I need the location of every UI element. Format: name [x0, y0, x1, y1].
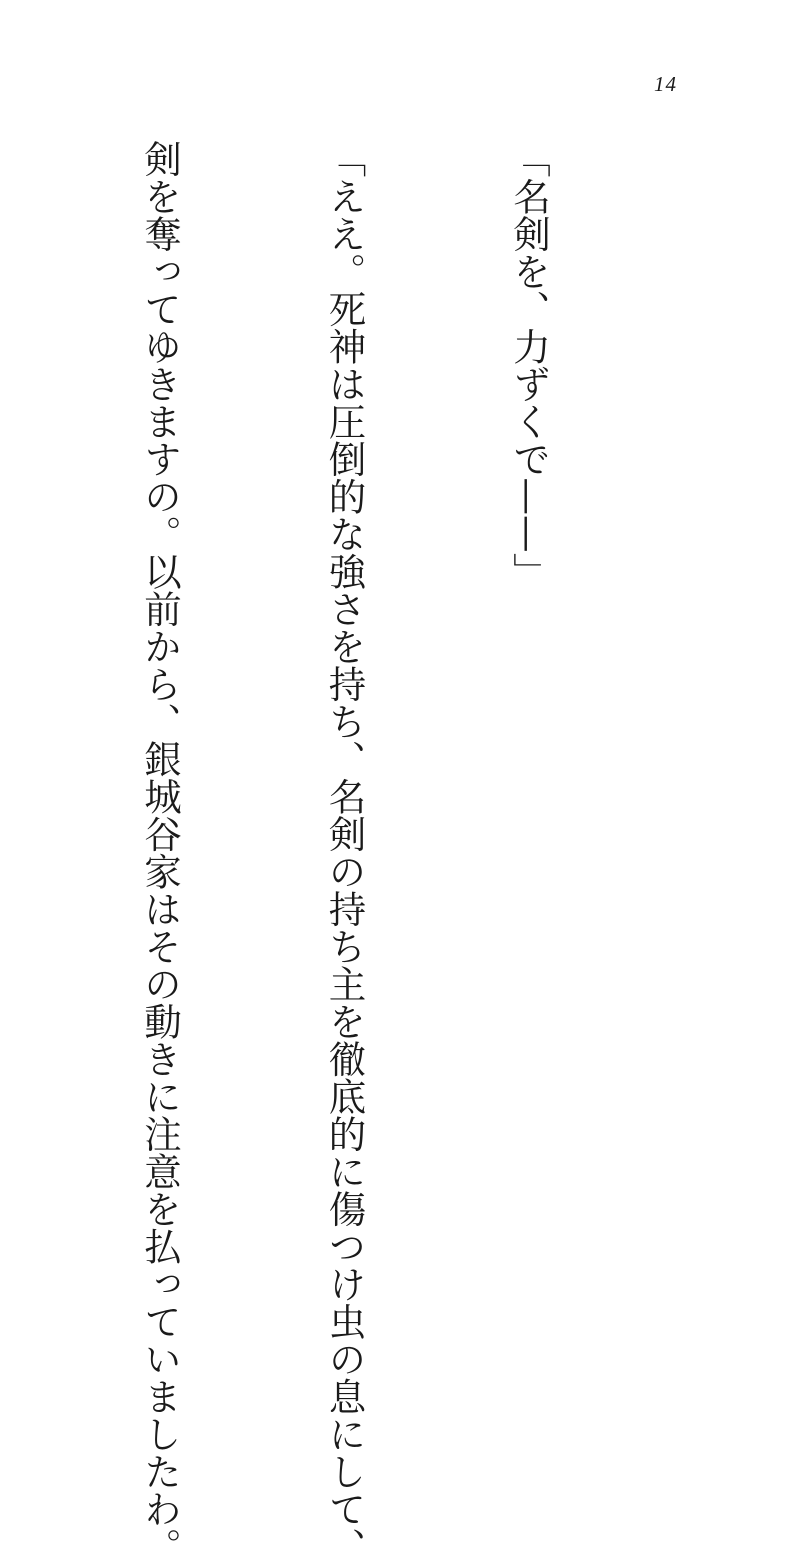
text-line: 「名剣を、力ずくで——」 — [507, 140, 551, 590]
text-line — [0, 140, 6, 1190]
text-line: 「ええ。死神は圧倒的な強さを持ち、名剣の持ち主を徹底的に傷つけ虫の息にして、 — [322, 140, 367, 1565]
text-line: 剣を奪ってゆきますの。以前から、銀城谷家はその動きに注意を払っていましたわ。 — [138, 140, 182, 1565]
page-number: 14 — [654, 72, 677, 96]
body-text — [0, 140, 682, 1565]
